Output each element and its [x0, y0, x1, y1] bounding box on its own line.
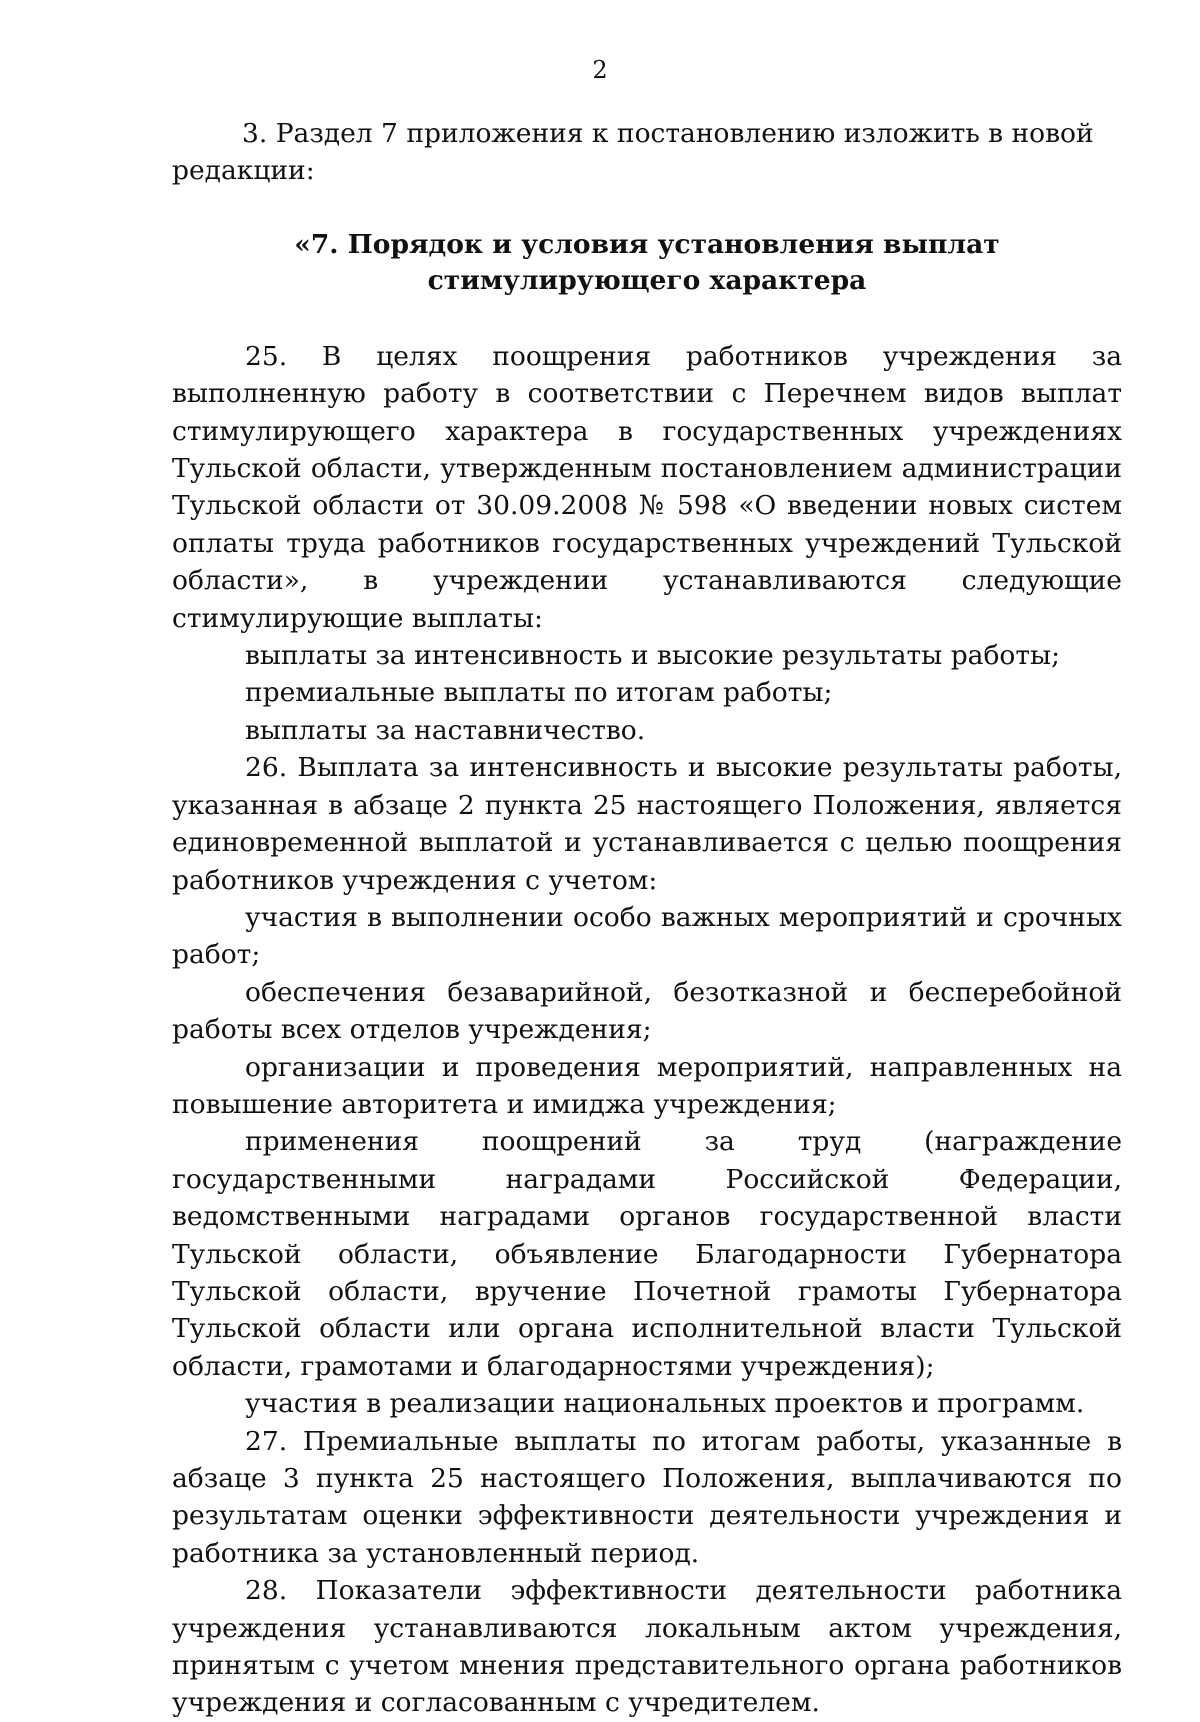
list-item-uninterrupted-work: обеспечения безаварийной, безотказной и бесперебойной работы всех отделов учреждения; — [172, 976, 1122, 1046]
paragraph-26: 26. Выплата за интенсивность и высокие результаты работы, указанная в абзаце 2 пункта 25 настоящего Положения, является единовременной выплатой и устанавливается с целью поощрения работников учреждения с учетом: — [172, 752, 1122, 896]
list-item-mentoring-payments: выплаты за наставничество. — [245, 714, 646, 746]
paragraph-25: 25. В целях поощрения работников учреждения за выполненную работу в соответствии с Перечнем видов выплат стимулирующего характера в государственных учреждениях Тульской области, утвержденным постановлением администрации Тульской области от 30.09.2008 № 598 «О введении новых систем оплаты труда работников государственных учреждений Тульской области», в учреждении устанавливаются следующие стимулирующие выплаты: — [172, 340, 1122, 634]
document-body — [172, 115, 1122, 1722]
paragraph-28: 28. Показатели эффективности деятельности работника учреждения устанавливаются локальным актом учреждения, принятым с учетом мнения представительного органа работников учреждения и согласованным с учредителем. — [172, 1575, 1122, 1719]
list-item-intensity-payments: выплаты за интенсивность и высокие результаты работы; — [245, 640, 1061, 672]
section-title-line-1: «7. Порядок и условия установления выплат — [294, 228, 1000, 260]
paragraph-27: 27. Премиальные выплаты по итогам работы, указанные в абзаце 3 пункта 25 настоящего Положения, выплачиваются по результатам оценки эффективности деятельности учреждения и работника за установленный период. — [172, 1425, 1122, 1569]
list-item-awards: применения поощрений за труд (награждение государственными наградами Российской Федерации, ведомственными наградами органов государственной власти Тульской области, объявление Благодарности Губернатора Тульской области, вручение Почетной грамоты Губернатора Тульской области или органа исполнительной власти Тульской области, грамотами и благодарностями учреждения); — [172, 1126, 1122, 1382]
section-title-line-2: стимулирующего характера — [427, 264, 867, 296]
list-item-important-events: участия в выполнении особо важных мероприятий и срочных работ; — [172, 901, 1122, 971]
list-item-image-events: организации и проведения мероприятий, направленных на повышение авторитета и имиджа учреждения; — [172, 1051, 1122, 1120]
list-item-bonus-payments: премиальные выплаты по итогам работы; — [245, 677, 833, 709]
page-number: 2 — [592, 56, 608, 84]
intro-paragraph: 3. Раздел 7 приложения к постановлению изложить в новой редакции: — [172, 118, 1094, 187]
list-item-national-projects: участия в реализации национальных проектов и программ. — [245, 1388, 1085, 1420]
section-title — [172, 227, 1122, 299]
